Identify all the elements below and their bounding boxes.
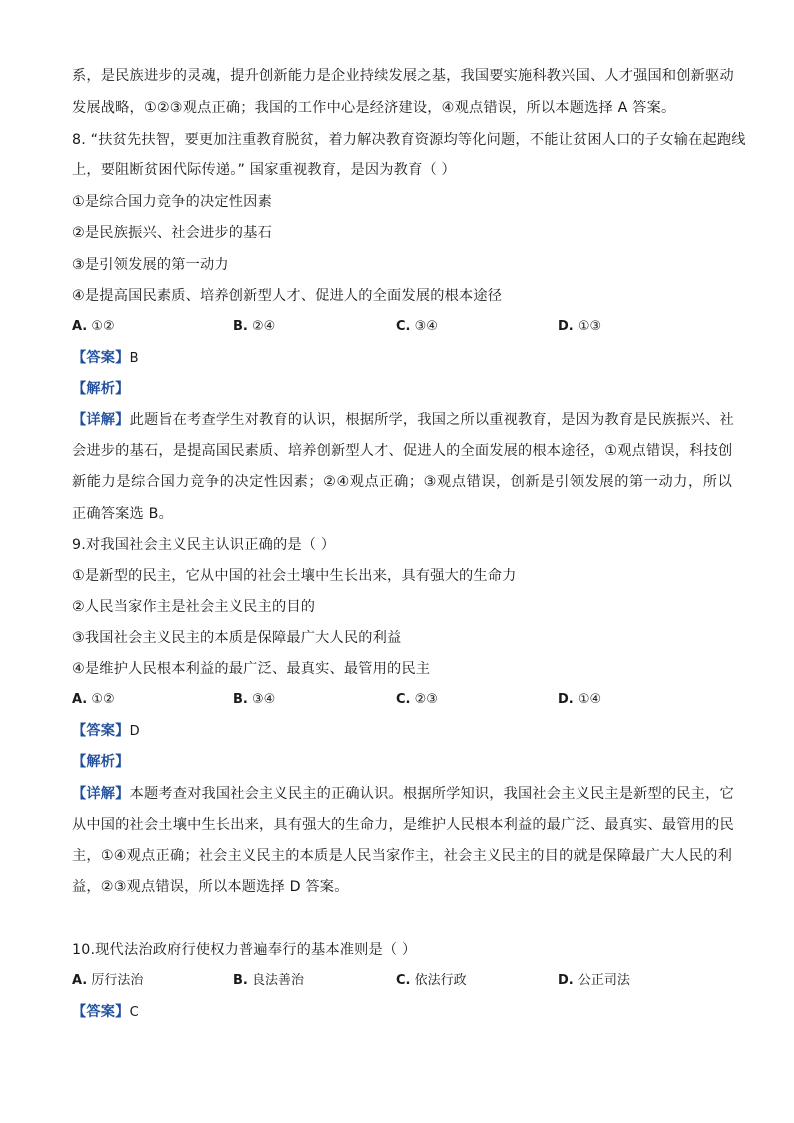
q8-answer-tag: 【答案】 <box>72 350 130 366</box>
q10-option-b-text: 良法善治 <box>252 973 305 988</box>
q10-option-d-label: D. <box>558 973 574 988</box>
q9-analysis <box>72 752 732 772</box>
q9-option-c <box>396 690 438 710</box>
q8-option-c-label: C. <box>396 319 411 334</box>
q9-option-a-text: ①② <box>91 692 115 707</box>
q10-option-a-label: A. <box>72 973 88 988</box>
q8-stem-line-2: 上，要阻断贫困代际传递。” 国家重视教育，是因为教育（ ） <box>72 162 456 178</box>
q8-analysis-tag: 【解析】 <box>72 381 130 397</box>
prev-explanation-line-2: 发展战略，①②③观点正确；我国的工作中心是经济建设，④观点错误，所以本题选择 A 答案。 <box>72 100 676 116</box>
q8-option-a-text: ①② <box>91 319 115 334</box>
q9-detail-line-1 <box>72 784 732 804</box>
q8-item-2: ②是民族振兴、社会进步的基石 <box>72 225 272 241</box>
q9-option-b <box>233 690 275 710</box>
q10-option-d <box>558 971 630 991</box>
q9-detail-line-3: 主，①④观点正确；社会主义民主的本质是人民当家作主，社会主义民主的目的就是保障最广大人民的利 <box>72 848 732 864</box>
q10-option-b <box>233 971 304 991</box>
q8-option-b-text: ②④ <box>252 319 276 334</box>
q9-option-d <box>558 690 601 710</box>
q8-option-d <box>558 317 601 337</box>
q8-detail-line-3: 新能力是综合国力竞争的决定性因素；②④观点正确；③观点错误，创新是引领发展的第一动力，所以 <box>72 474 732 490</box>
prev-explanation-line-1: 系，是民族进步的灵魂，提升创新能力是企业持续发展之基，我国要实施科教兴国、人才强国和创新驱动 <box>72 68 734 84</box>
q10-option-b-label: B. <box>233 973 248 988</box>
q8-analysis <box>72 379 732 399</box>
q8-detail-line-2: 会进步的基石，是提高国民素质、培养创新型人才、促进人的全面发展的根本途径，①观点错误，科技创 <box>72 443 733 459</box>
q8-detail-tag: 【详解】 <box>72 412 130 428</box>
q10-option-c <box>396 971 467 991</box>
q10-option-d-text: 公正司法 <box>577 973 630 988</box>
q8-option-b <box>233 317 275 337</box>
q10-answer <box>72 1002 732 1023</box>
q10-answer-value: C <box>129 1005 139 1020</box>
q9-answer <box>72 721 732 742</box>
q9-option-b-label: B. <box>233 692 248 707</box>
q9-option-c-label: C. <box>396 692 411 707</box>
q10-stem: 10.现代法治政府行使权力普遍奉行的基本准则是（ ） <box>72 942 417 958</box>
q9-option-a <box>72 690 115 710</box>
q10-answer-tag: 【答案】 <box>72 1004 130 1020</box>
q10-option-c-text: 依法行政 <box>414 973 467 988</box>
q8-item-4: ④是提高国民素质、培养创新型人才、促进人的全面发展的根本途径 <box>72 288 503 304</box>
q8-stem-line-1: 8. “扶贫先扶智，要更加注重教育脱贫，着力解决教育资源均等化问题，不能让贫困人口的子女输在起跑线 <box>72 132 746 148</box>
q9-item-2: ②人民当家作主是社会主义民主的目的 <box>72 599 316 615</box>
q9-analysis-tag: 【解析】 <box>72 754 130 770</box>
q8-answer <box>72 348 732 369</box>
q8-option-d-label: D. <box>558 319 574 334</box>
q9-option-b-text: ③④ <box>252 692 276 707</box>
q8-option-a <box>72 317 115 337</box>
q9-detail-tag: 【详解】 <box>72 786 130 802</box>
q8-detail-text-1: 此题旨在考查学生对教育的认识，根据所学，我国之所以重视教育，是因为教育是民族振兴、社 <box>129 412 734 428</box>
q8-option-c-text: ③④ <box>414 319 438 334</box>
q8-detail-line-4: 正确答案选 B。 <box>72 506 173 522</box>
q8-detail-line-1 <box>72 410 732 430</box>
q10-option-c-label: C. <box>396 973 411 988</box>
q10-option-a-text: 厉行法治 <box>91 973 144 988</box>
q9-option-c-text: ②③ <box>414 692 438 707</box>
q9-detail-text-1: 本题考查对我国社会主义民主的正确认识。根据所学知识，我国社会主义民主是新型的民主，它 <box>129 786 734 802</box>
q9-option-a-label: A. <box>72 692 88 707</box>
q9-option-d-text: ①④ <box>577 692 602 707</box>
q8-item-1: ①是综合国力竞争的决定性因素 <box>72 194 272 210</box>
q8-item-3: ③是引领发展的第一动力 <box>72 257 229 273</box>
q9-item-1: ①是新型的民主，它从中国的社会土壤中生长出来，具有强大的生命力 <box>72 568 517 584</box>
q9-answer-tag: 【答案】 <box>72 723 130 739</box>
q10-option-a <box>72 971 143 991</box>
q9-stem: 9.对我国社会主义民主认识正确的是（ ） <box>72 537 336 553</box>
q8-option-d-text: ①③ <box>577 319 602 334</box>
q8-option-a-label: A. <box>72 319 88 334</box>
q8-answer-value: B <box>129 351 139 366</box>
q9-item-3: ③我国社会主义民主的本质是保障最广大人民的利益 <box>72 630 402 646</box>
q8-option-b-label: B. <box>233 319 248 334</box>
q9-detail-line-4: 益，②③观点错误，所以本题选择 D 答案。 <box>72 879 349 895</box>
q9-item-4: ④是维护人民根本利益的最广泛、最真实、最管用的民主 <box>72 661 431 677</box>
q9-option-d-label: D. <box>558 692 574 707</box>
q9-answer-value: D <box>129 724 140 739</box>
q9-detail-line-2: 从中国的社会土壤中生长出来，具有强大的生命力，是维护人民根本利益的最广泛、最真实、最管用的民 <box>72 817 734 833</box>
q8-option-c <box>396 317 438 337</box>
